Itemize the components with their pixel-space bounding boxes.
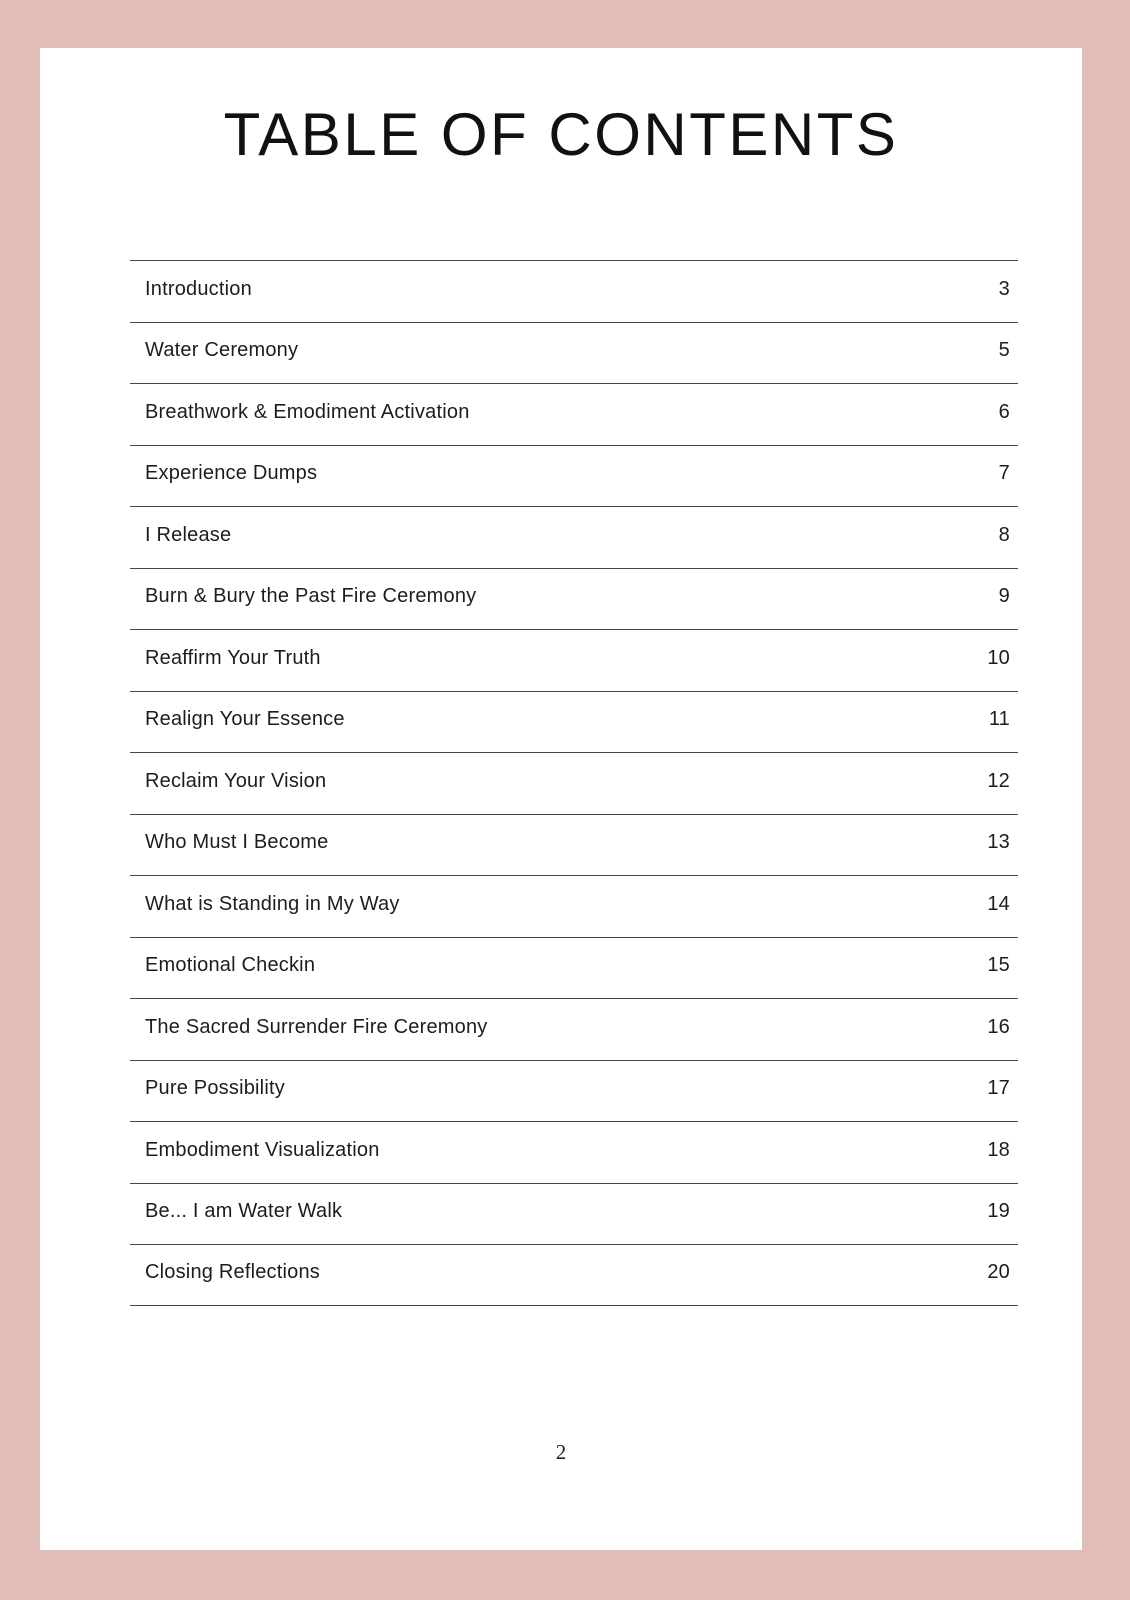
toc-entry-label: Burn & Bury the Past Fire Ceremony xyxy=(145,585,477,608)
toc-entry-label: I Release xyxy=(145,523,232,546)
toc-entry-label: What is Standing in My Way xyxy=(145,892,400,915)
toc-entry-page: 20 xyxy=(987,1261,1010,1284)
toc-entry-page: 8 xyxy=(998,523,1010,546)
toc-entry-page: 16 xyxy=(987,1015,1010,1038)
toc-entry-label: The Sacred Surrender Fire Ceremony xyxy=(145,1015,488,1038)
toc-row xyxy=(130,1183,1018,1245)
toc-row xyxy=(130,998,1018,1060)
toc-entry-label: Water Ceremony xyxy=(145,339,299,362)
toc-entry-label: Introduction xyxy=(145,277,252,300)
toc-entry-label: Realign Your Essence xyxy=(145,708,345,731)
toc-entry-label: Reclaim Your Vision xyxy=(145,769,327,792)
toc-entry-page: 10 xyxy=(987,646,1010,669)
toc-row xyxy=(130,568,1018,630)
toc-row xyxy=(130,752,1018,814)
toc-entry-label: Experience Dumps xyxy=(145,462,318,485)
toc-entry-page: 3 xyxy=(998,277,1010,300)
toc-entry-page: 18 xyxy=(987,1138,1010,1161)
toc-entry-label: Be... I am Water Walk xyxy=(145,1200,343,1223)
toc-entry-label: Pure Possibility xyxy=(145,1077,285,1100)
toc-list xyxy=(130,260,1018,1306)
toc-row xyxy=(130,383,1018,445)
toc-entry-page: 17 xyxy=(987,1077,1010,1100)
toc-row xyxy=(130,1121,1018,1183)
toc-row xyxy=(130,1244,1018,1306)
toc-entry-page: 14 xyxy=(987,892,1010,915)
toc-entry-label: Emotional Checkin xyxy=(145,954,316,977)
toc-row xyxy=(130,1060,1018,1122)
toc-entry-page: 5 xyxy=(998,339,1010,362)
toc-entry-page: 12 xyxy=(987,769,1010,792)
toc-row xyxy=(130,260,1018,322)
toc-row xyxy=(130,875,1018,937)
toc-row xyxy=(130,814,1018,876)
toc-row xyxy=(130,445,1018,507)
toc-entry-label: Embodiment Visualization xyxy=(145,1138,380,1161)
toc-row xyxy=(130,937,1018,999)
toc-entry-page: 11 xyxy=(988,708,1010,731)
toc-entry-page: 6 xyxy=(998,400,1010,423)
toc-entry-page: 13 xyxy=(987,831,1010,854)
toc-entry-label: Closing Reflections xyxy=(145,1261,320,1284)
page-title: TABLE OF CONTENTS xyxy=(223,101,899,168)
toc-entry-label: Reaffirm Your Truth xyxy=(145,646,321,669)
toc-row xyxy=(130,629,1018,691)
toc-entry-page: 19 xyxy=(987,1200,1010,1223)
toc-entry-label: Who Must I Become xyxy=(145,831,329,854)
toc-entry-page: 9 xyxy=(998,585,1010,608)
page xyxy=(40,48,1082,1550)
toc-row xyxy=(130,506,1018,568)
toc-entry-page: 15 xyxy=(987,954,1010,977)
toc-row xyxy=(130,691,1018,753)
toc-row xyxy=(130,322,1018,384)
toc-entry-page: 7 xyxy=(998,462,1010,485)
toc-entry-label: Breathwork & Emodiment Activation xyxy=(145,400,470,423)
page-number: 2 xyxy=(555,1440,567,1464)
